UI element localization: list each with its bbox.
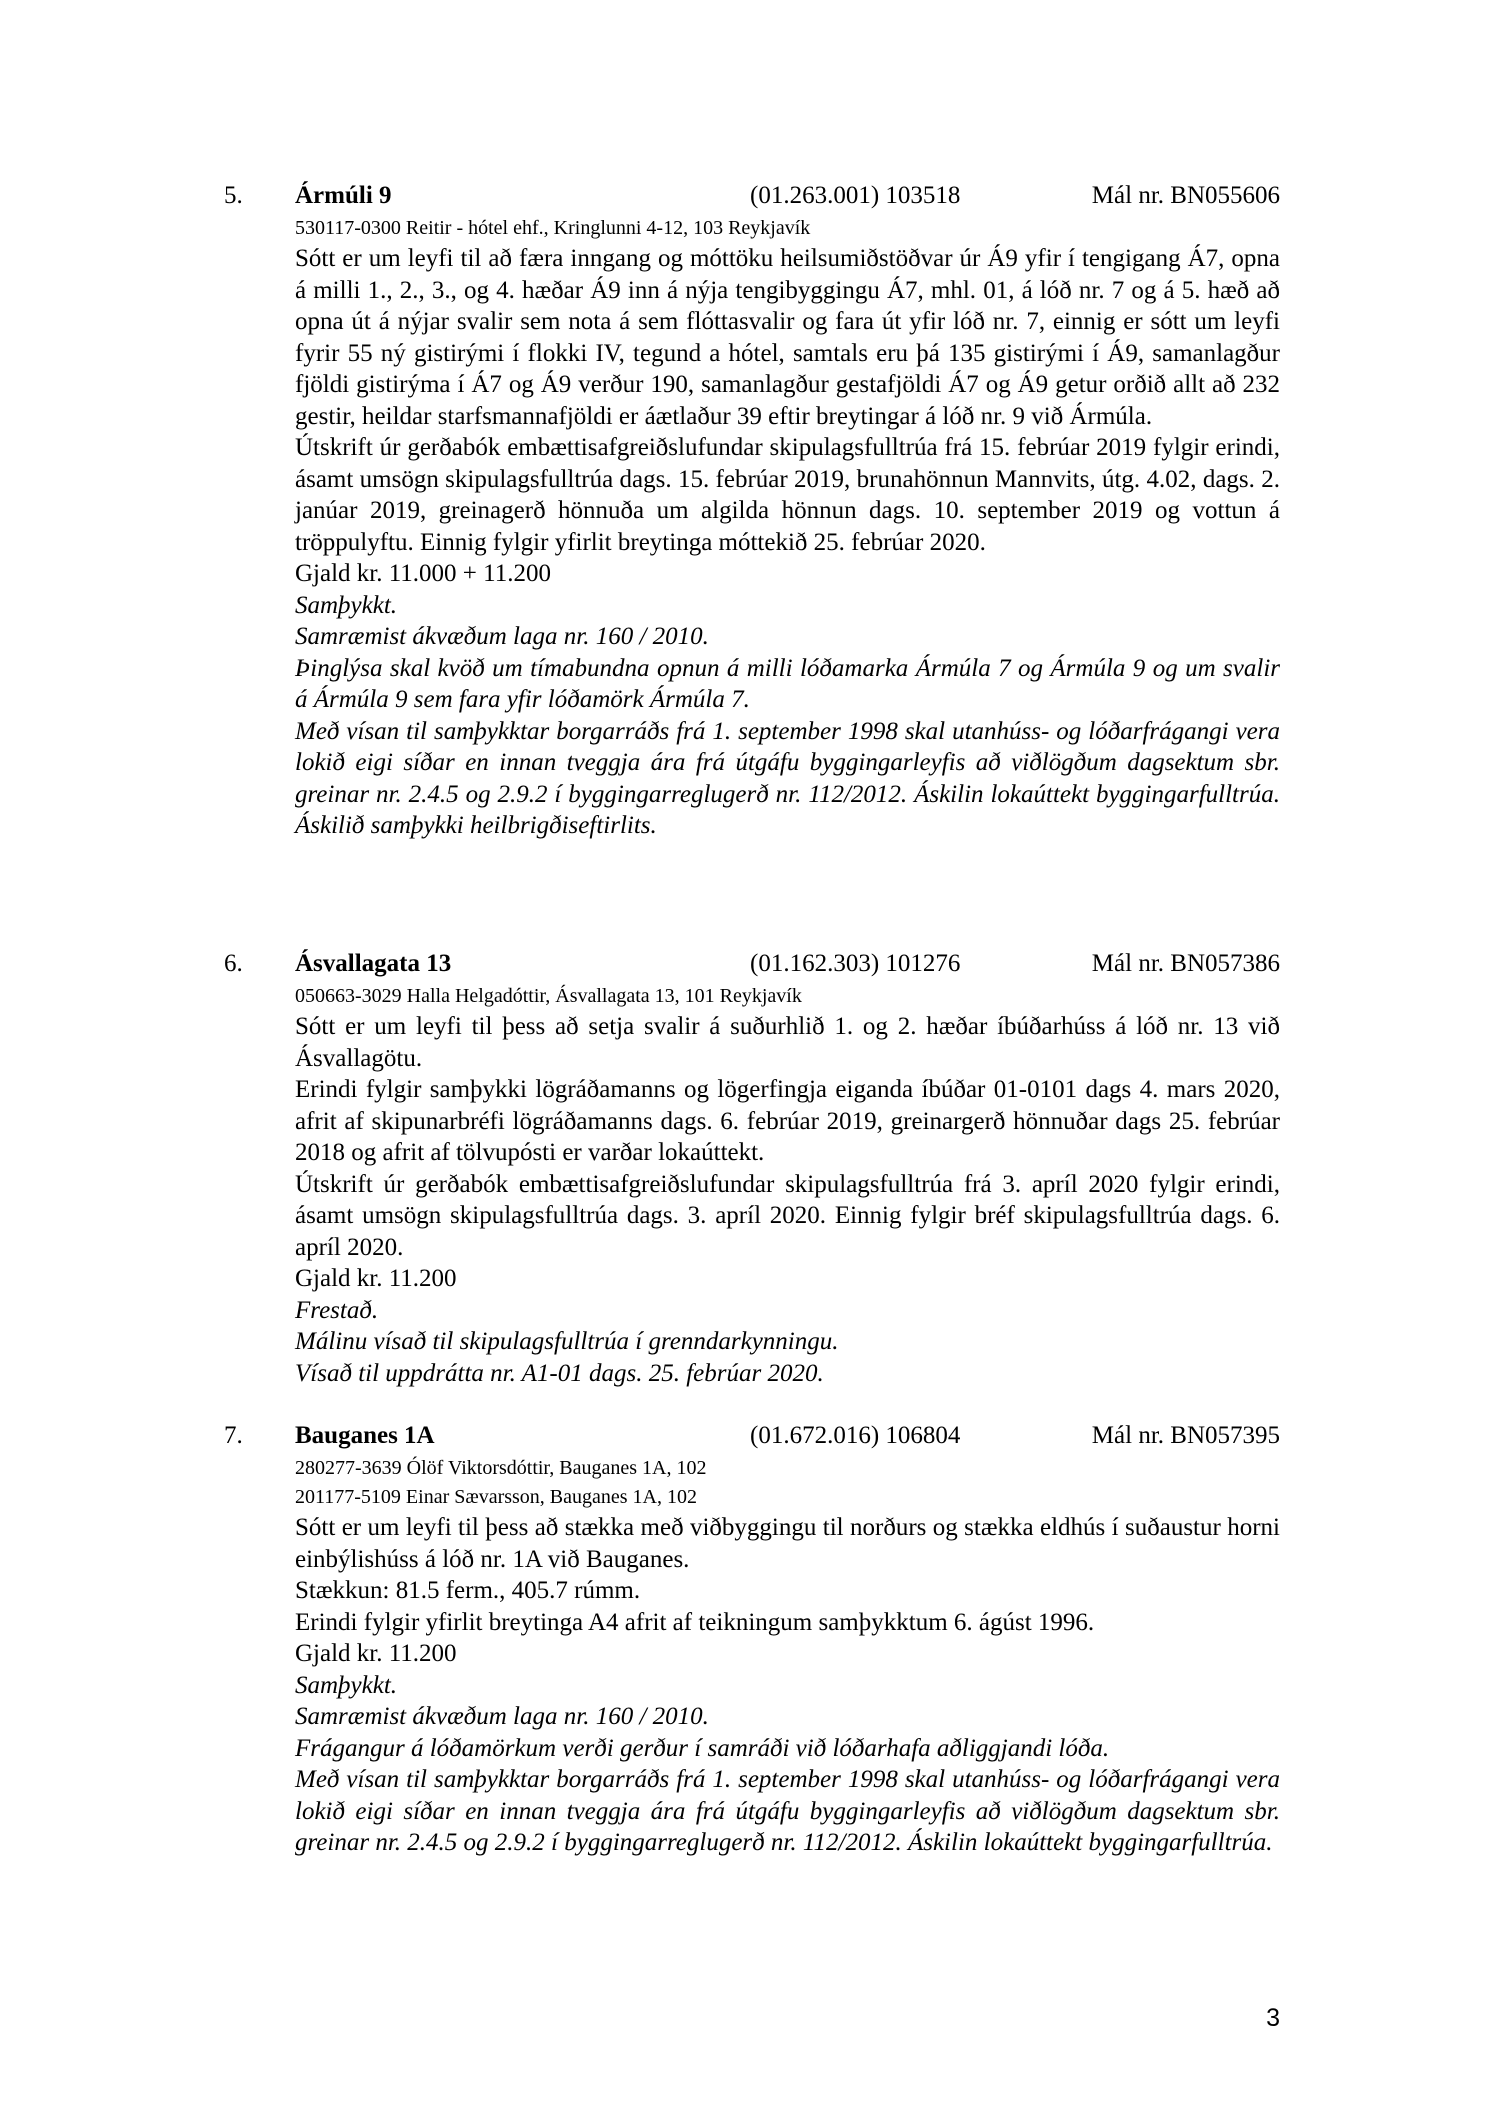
case-body <box>295 1454 1280 1859</box>
case-header <box>224 178 1280 214</box>
fee-line: Gjald kr. 11.200 <box>295 1265 457 1292</box>
case-paragraph: Stækkun: 81.5 ferm., 405.7 rúmm. <box>295 1577 641 1604</box>
case-body <box>295 982 1280 1389</box>
decision: Frestað. <box>295 1296 379 1324</box>
case-paragraph: Útskrift úr gerðabók embættisafgreiðslufundar skipulagsfulltrúa frá 3. apríl 2020 fylgir erindi, ásamt umsögn skipulagsfulltrúa dags. 3. apríl 2020. Einnig fylgir bréf skipulagsfulltrúa dags. 6. apríl 2020. <box>295 1170 1280 1261</box>
case-paragraph: Sótt er um leyfi til þess að setja svalir á suðurhlið 1. og 2. hæðar íbúðarhúss á lóð nr. 13 við Ásvallagötu. <box>295 1013 1280 1072</box>
case-ids: (01.263.001) 103518 <box>750 182 961 209</box>
applicant: 050663-3029 Halla Helgadóttir, Ásvallagata 13, 101 Reykjavík <box>295 985 802 1007</box>
case-paragraph: Frágangur á lóðamörkum verði gerður í samráði við lóðarhafa aðliggjandi lóða. <box>295 1734 1110 1762</box>
case-entry <box>224 178 1280 842</box>
case-entry <box>224 946 1280 1389</box>
case-paragraph: Vísað til uppdrátta nr. A1-01 dags. 25. febrúar 2020. <box>295 1359 824 1387</box>
case-paragraph: Útskrift úr gerðabók embættisafgreiðslufundar skipulagsfulltrúa frá 15. febrúar 2019 fylgir erindi, ásamt umsögn skipulagsfulltrúa dags. 15. febrúar 2019, brunahönnun Mannvits, útg. 4.02, dags. 2. janúar 2019, greinagerð hönnuða um algilda hönnun dags. 10. september 2019 og vottun á tröppulyftu. Einnig fylgir yfirlit breytinga móttekið 25. febrúar 2020. <box>295 434 1280 556</box>
fee-line: Gjald kr. 11.200 <box>295 1640 457 1667</box>
case-address: Ásvallagata 13 <box>295 950 452 977</box>
case-header <box>224 1418 1280 1454</box>
case-paragraph: Með vísan til samþykktar borgarráðs frá 1. september 1998 skal utanhúss- og lóðarfrágangi vera lokið eigi síðar en innan tveggja ára frá útgáfu byggingarleyfis að viðlögðum dagsektum sbr. greinar nr. 2.4.5 og 2.9.2 í byggingarreglugerð nr. 112/2012. Áskilin lokaúttekt byggingarfulltrúa. Áskilið samþykki heilbrigðiseftirlits. <box>295 717 1280 839</box>
case-paragraph: Erindi fylgir samþykki lögráðamanns og lögerfingja eiganda íbúðar 01-0101 dags 4. mars 2020, afrit af skipunarbréfi lögráðamanns dags. 6. febrúar 2019, greinargerð hönnuðar dags 25. febrúar 2018 og afrit af tölvupósti er varðar lokaúttekt. <box>295 1076 1280 1166</box>
case-ids: (01.162.303) 101276 <box>750 950 961 977</box>
case-entry <box>224 1418 1280 1859</box>
applicant: 530117-0300 Reitir - hótel ehf., Kringlunni 4-12, 103 Reykjavík <box>295 217 811 239</box>
case-paragraph: Samræmist ákvæðum laga nr. 160 / 2010. <box>295 623 709 650</box>
case-number: 7. <box>224 1422 243 1449</box>
fee-line: Gjald kr. 11.000 + 11.200 <box>295 560 551 587</box>
case-number: 6. <box>224 950 243 977</box>
case-address: Ármúli 9 <box>295 182 392 209</box>
applicant: 201177-5109 Einar Sævarsson, Bauganes 1A, 102 <box>295 1486 697 1508</box>
case-mal-number: Mál nr. BN057395 <box>1091 1422 1280 1449</box>
case-ids: (01.672.016) 106804 <box>750 1422 961 1449</box>
case-paragraph: Málinu vísað til skipulagsfulltrúa í grenndarkynningu. <box>295 1328 839 1355</box>
decision: Samþykkt. <box>295 591 398 619</box>
applicant: 280277-3639 Ólöf Viktorsdóttir, Bauganes 1A, 102 <box>295 1457 707 1479</box>
case-number: 5. <box>224 182 243 209</box>
case-address: Bauganes 1A <box>295 1422 435 1449</box>
case-mal-number: Mál nr. BN057386 <box>1091 950 1280 977</box>
page-number: 3 <box>1266 2004 1280 2032</box>
case-paragraph: Þinglýsa skal kvöð um tímabundna opnun á milli lóðamarka Ármúla 7 og Ármúla 9 og um svalir á Ármúla 9 sem fara yfir lóðamörk Ármúla 7. <box>295 654 1280 713</box>
case-mal-number: Mál nr. BN055606 <box>1091 182 1280 209</box>
case-paragraph: Sótt er um leyfi til þess að stækka með viðbyggingu til norðurs og stækka eldhús í suðaustur horni einbýlishúss á lóð nr. 1A við Bauganes. <box>295 1514 1280 1573</box>
case-body <box>295 214 1280 842</box>
case-paragraph: Sótt er um leyfi til að færa inngang og móttöku heilsumiðstöðvar úr Á9 yfir í tengigang Á7, opna á milli 1., 2., 3., og 4. hæðar Á9 inn á nýja tengibyggingu Á7, mhl. 01, á lóð nr. 7 og á 5. hæð að opna út á nýjar svalir sem nota á sem flóttasvalir og fara út yfir lóð nr. 7, einnig er sótt um leyfi fyrir 55 ný gistirými í flokki IV, tegund a hótel, samtals eru þá 135 gistirými í Á9, samanlagður fjöldi gistirýma í Á7 og Á9 verður 190, samanlagður gestafjöldi Á7 og Á9 getur orðið allt að 232 gestir, heildar starfsmannafjöldi er áætlaður 39 eftir breytingar á lóð nr. 9 við Ármúla. <box>295 245 1280 430</box>
case-paragraph: Erindi fylgir yfirlit breytinga A4 afrit af teikningum samþykktum 6. ágúst 1996. <box>295 1608 1095 1636</box>
case-paragraph: Með vísan til samþykktar borgarráðs frá 1. september 1998 skal utanhúss- og lóðarfrágangi vera lokið eigi síðar en innan tveggja ára frá útgáfu byggingarleyfis að viðlögðum dagsektum sbr. greinar nr. 2.4.5 og 2.9.2 í byggingarreglugerð nr. 112/2012. Áskilin lokaúttekt byggingarfulltrúa. <box>295 1766 1280 1856</box>
decision: Samþykkt. <box>295 1671 398 1699</box>
case-paragraph: Samræmist ákvæðum laga nr. 160 / 2010. <box>295 1703 709 1730</box>
case-header <box>224 946 1280 982</box>
